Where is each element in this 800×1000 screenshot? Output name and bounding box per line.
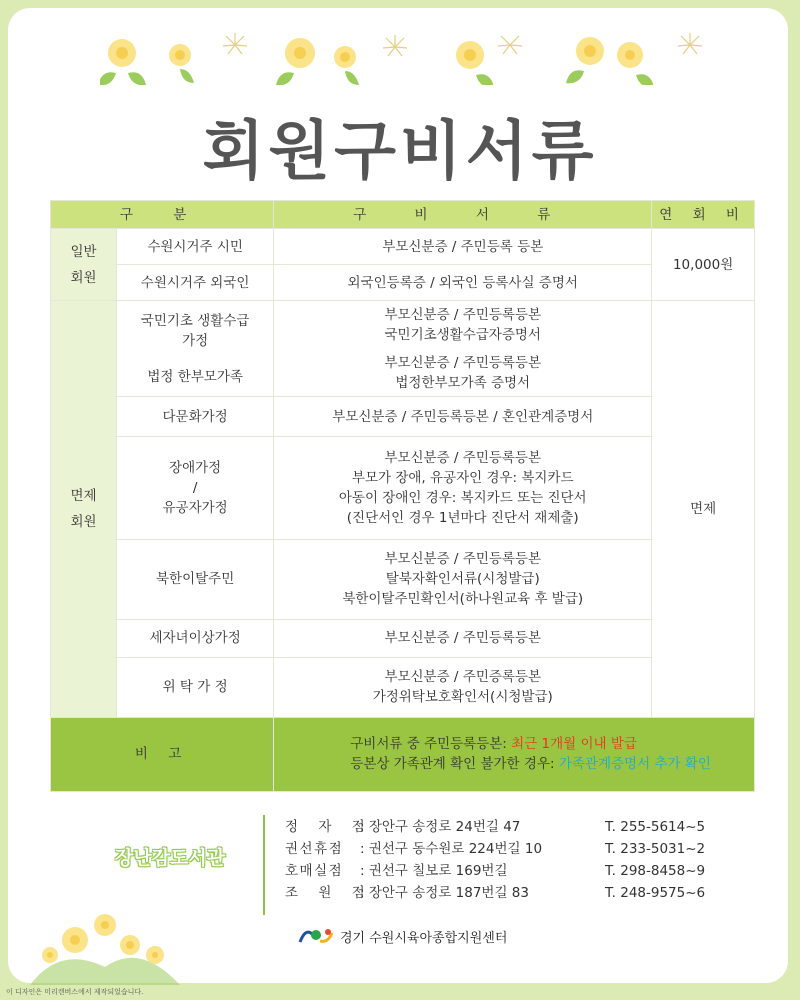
group-exempt: 면제 회원 [51, 301, 117, 718]
table-row [51, 265, 755, 301]
category-cell: 위 탁 가 정 [117, 657, 274, 717]
table-row [51, 437, 755, 539]
design-credit: 이 디자인은 미리캔버스에서 제작되었습니다. [6, 988, 144, 996]
table-row [51, 229, 755, 265]
documents-cell: 부모신분증 / 주민증록등본 가정위탁보호확인서(시청발급) [274, 657, 652, 717]
table-row [51, 397, 755, 437]
note-row [51, 717, 755, 791]
branch-list [285, 816, 705, 904]
required-documents-table [50, 200, 755, 792]
list-item: 정 자 점 : 장안구 송정로 24번길 47 T. 255-5614~5 [285, 819, 706, 835]
footer-divider [263, 815, 265, 915]
center-name: 경기 수원시육아종합지원센터 [340, 930, 508, 946]
documents-cell: 부모신분증 / 주민등록등본 / 혼인관계증명서 [274, 397, 652, 437]
documents-cell: 부모신분증 / 주민등록등본 국민기초생활수급자증명서 부모신분증 / 주민등록등본 법정한부모가족 증명서 [274, 301, 652, 397]
category-cell: 수원시거주 시민 [117, 229, 274, 265]
table-row [51, 657, 755, 717]
note-body: 구비서류 중 주민등록등본: 최근 1개월 이내 발급 등본상 가족관계 확인 불가한 경우: 가족관계증명서 추가 확인 [274, 717, 755, 791]
table-row [51, 301, 755, 397]
list-item: 조 원 점 : 장안구 송정로 187번길 83 T. 248-9575~6 [285, 885, 706, 901]
table-row [51, 619, 755, 657]
documents-cell: 외국인등록증 / 외국인 등록사실 증명서 [274, 265, 652, 301]
list-item: 권선휴점 : 권선구 동수원로 224번길 10 T. 233-5031~2 [285, 841, 706, 857]
table-header-row [51, 201, 755, 229]
fee-exempt: 면제 [652, 301, 755, 718]
table-row [51, 539, 755, 619]
header-fee: 연 회 비 [652, 201, 755, 229]
flower-decoration-bottom [30, 900, 180, 985]
fee-general: 10,000원 [652, 229, 755, 301]
list-item: 호매실점 : 권선구 칠보로 169번길 T. 298-8458~9 [285, 863, 706, 879]
category-cell: 다문화가정 [117, 397, 274, 437]
documents-cell: 부모신분증 / 주민등록등본 탈북자확인서류(시청발급) 북한이탈주민확인서(하나원교육 후 발급) [274, 539, 652, 619]
category-cell: 국민기초 생활수급가정 법정 한부모가족 [117, 301, 274, 397]
category-cell: 세자녀이상가정 [117, 619, 274, 657]
category-cell: 장애가정 / 유공자가정 [117, 437, 274, 539]
category-cell: 북한이탈주민 [117, 539, 274, 619]
category-cell: 수원시거주 외국인 [117, 265, 274, 301]
library-name: 장난감도서관 [115, 847, 226, 869]
note-label: 비 고 [51, 717, 274, 791]
documents-cell: 부모신분증 / 주민등록등본 부모가 장애, 유공자인 경우: 복지카드 아동이 장애인 경우: 복지카드 또는 진단서 (진단서인 경우 1년마다 진단서 재제출) [274, 437, 652, 539]
center-logo-icon [298, 926, 334, 946]
documents-cell: 부모신분증 / 주민등록등본 [274, 619, 652, 657]
header-documents: 구 비 서 류 [274, 201, 652, 229]
page-title: 회원구비서류 [202, 115, 598, 189]
flower-decoration-top [100, 25, 720, 85]
group-general: 일반 회원 [51, 229, 117, 301]
documents-cell: 부모신분증 / 주민등록 등본 [274, 229, 652, 265]
header-category: 구 분 [51, 201, 274, 229]
center-org [298, 926, 507, 946]
